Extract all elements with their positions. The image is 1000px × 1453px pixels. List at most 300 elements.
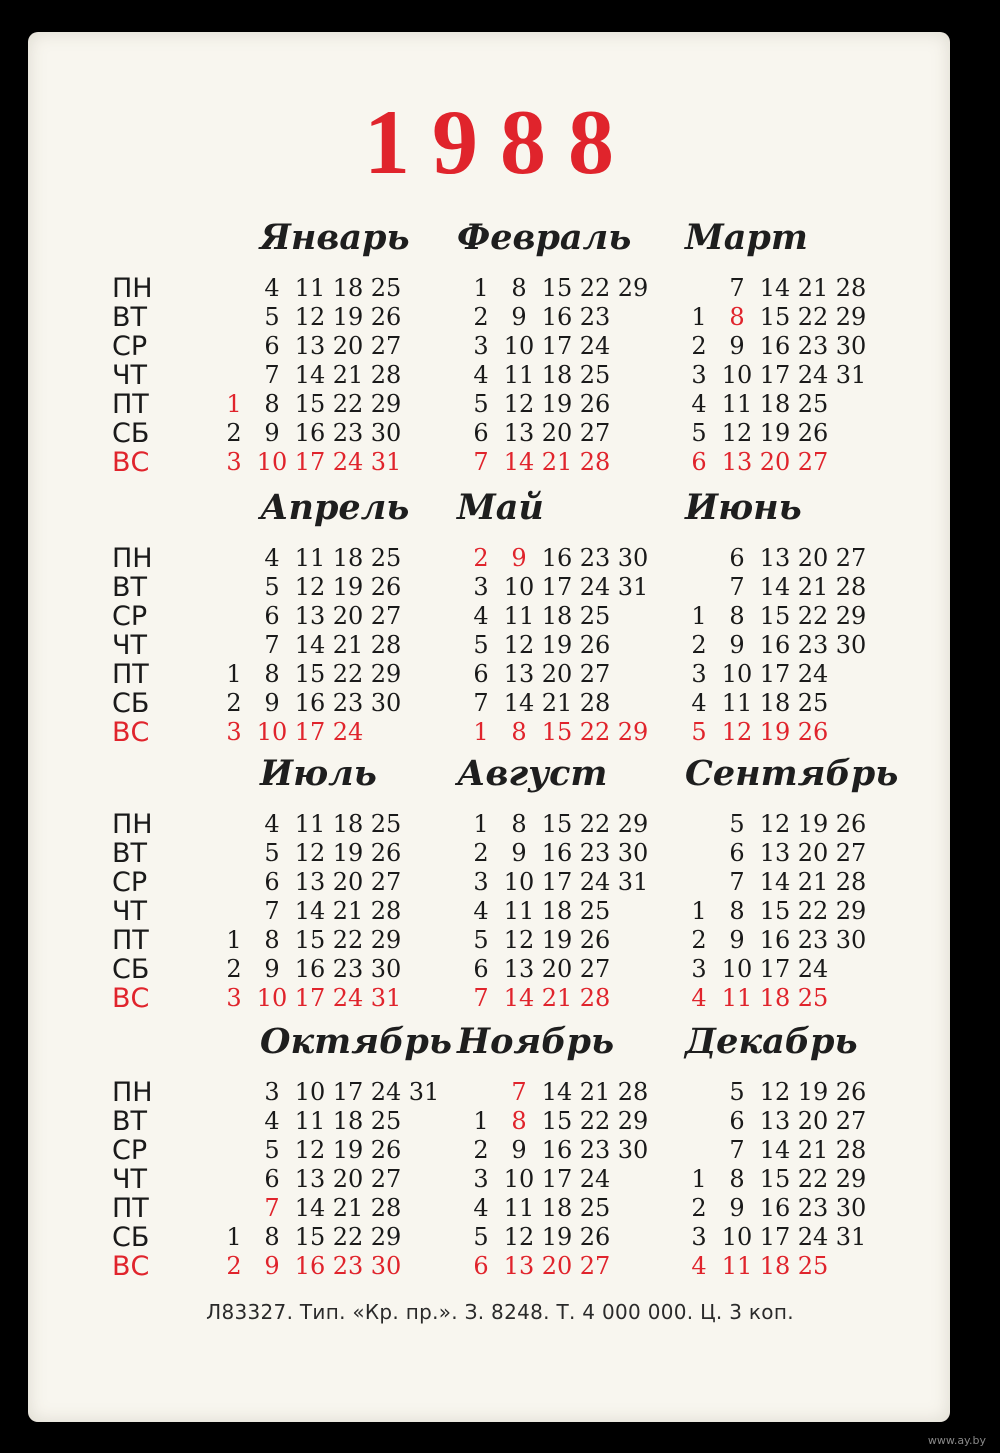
date-cell: 18 xyxy=(759,1252,791,1280)
date-cell: 14 xyxy=(503,448,535,476)
date-cell: 20 xyxy=(332,332,364,360)
date-cell: 29 xyxy=(617,274,649,302)
date-cell: 11 xyxy=(721,1252,753,1280)
date-cell: 1 xyxy=(473,1107,489,1135)
date-cell: 20 xyxy=(332,602,364,630)
day-label: СБ xyxy=(112,954,150,985)
date-cell: 15 xyxy=(294,926,326,954)
date-cell: 24 xyxy=(579,868,611,896)
date-cell: 18 xyxy=(332,544,364,572)
date-cell: 14 xyxy=(759,573,791,601)
date-cell: 19 xyxy=(541,1223,573,1251)
date-cell: 22 xyxy=(579,1107,611,1135)
date-cell: 28 xyxy=(835,1136,867,1164)
week-row xyxy=(215,1136,465,1165)
date-cell: 14 xyxy=(503,689,535,717)
date-cell: 11 xyxy=(721,984,753,1012)
date-cell: 1 xyxy=(473,274,489,302)
date-cell: 4 xyxy=(691,390,707,418)
date-cell: 13 xyxy=(503,1252,535,1280)
date-cell: 4 xyxy=(264,544,280,572)
month-3 xyxy=(215,488,465,747)
date-cell: 26 xyxy=(579,631,611,659)
date-cell: 13 xyxy=(503,660,535,688)
week-row xyxy=(680,1136,930,1165)
date-cell: 18 xyxy=(759,984,791,1012)
day-label: СР xyxy=(112,867,148,898)
date-cell: 10 xyxy=(503,332,535,360)
date-cell: 19 xyxy=(797,810,829,838)
month-name: Май xyxy=(457,487,544,528)
date-cell: 22 xyxy=(797,303,829,331)
date-cell: 1 xyxy=(691,897,707,925)
date-cell: 26 xyxy=(370,303,402,331)
date-cell: 20 xyxy=(541,955,573,983)
date-cell: 2 xyxy=(473,839,489,867)
date-cell: 27 xyxy=(579,955,611,983)
date-cell: 18 xyxy=(332,1107,364,1135)
week-row xyxy=(680,1223,930,1252)
date-cell: 17 xyxy=(759,660,791,688)
date-cell: 16 xyxy=(294,689,326,717)
date-cell: 11 xyxy=(503,361,535,389)
date-cell: 29 xyxy=(617,810,649,838)
month-11 xyxy=(680,1022,930,1281)
date-cell: 13 xyxy=(759,839,791,867)
week-row xyxy=(215,274,465,303)
date-cell: 31 xyxy=(370,984,402,1012)
week-row xyxy=(680,361,930,390)
date-cell: 17 xyxy=(332,1078,364,1106)
date-cell: 11 xyxy=(721,390,753,418)
date-cell: 31 xyxy=(617,573,649,601)
date-cell: 20 xyxy=(797,544,829,572)
date-cell: 23 xyxy=(332,1252,364,1280)
date-cell: 26 xyxy=(835,1078,867,1106)
date-cell: 3 xyxy=(226,984,242,1012)
date-cell: 12 xyxy=(294,839,326,867)
week-row xyxy=(462,361,712,390)
date-cell: 10 xyxy=(721,1223,753,1251)
month-name: Июль xyxy=(260,753,377,794)
date-cell: 25 xyxy=(370,544,402,572)
date-cell: 13 xyxy=(294,868,326,896)
date-cell: 7 xyxy=(473,984,489,1012)
date-cell: 4 xyxy=(691,689,707,717)
week-row xyxy=(215,897,465,926)
week-row xyxy=(462,868,712,897)
date-cell: 15 xyxy=(759,303,791,331)
date-cell: 6 xyxy=(473,660,489,688)
week-row xyxy=(680,810,930,839)
date-cell: 28 xyxy=(370,1194,402,1222)
date-cell: 14 xyxy=(541,1078,573,1106)
date-cell: 22 xyxy=(579,274,611,302)
month-name: Декабрь xyxy=(685,1021,858,1062)
week-row xyxy=(215,332,465,361)
week-row xyxy=(215,1252,465,1281)
week-row xyxy=(215,1078,465,1107)
date-cell: 12 xyxy=(759,810,791,838)
day-label: СР xyxy=(112,1135,148,1166)
day-label: ВТ xyxy=(112,838,148,869)
day-label: СБ xyxy=(112,418,150,449)
date-cell: 21 xyxy=(541,984,573,1012)
date-cell: 28 xyxy=(579,984,611,1012)
date-cell: 3 xyxy=(691,1223,707,1251)
date-cell: 21 xyxy=(332,1194,364,1222)
day-label: ВС xyxy=(112,983,150,1014)
week-row xyxy=(680,689,930,718)
month-1 xyxy=(457,217,712,477)
date-cell: 6 xyxy=(264,602,280,630)
date-cell: 10 xyxy=(294,1078,326,1106)
date-cell: 25 xyxy=(370,810,402,838)
date-cell: 6 xyxy=(473,419,489,447)
date-cell: 8 xyxy=(511,274,527,302)
date-cell: 30 xyxy=(370,955,402,983)
date-cell: 25 xyxy=(370,1107,402,1135)
week-row xyxy=(462,897,712,926)
week-row xyxy=(680,1194,930,1223)
date-cell: 29 xyxy=(835,303,867,331)
week-row xyxy=(215,660,465,689)
date-cell: 13 xyxy=(294,602,326,630)
date-cell: 2 xyxy=(691,1194,707,1222)
week-row xyxy=(215,303,465,332)
date-cell: 15 xyxy=(541,718,573,746)
date-cell: 15 xyxy=(294,1223,326,1251)
date-cell: 20 xyxy=(332,868,364,896)
date-cell: 24 xyxy=(579,332,611,360)
date-cell: 29 xyxy=(617,1107,649,1135)
date-cell: 13 xyxy=(759,1107,791,1135)
week-row xyxy=(215,1194,465,1223)
date-cell: 30 xyxy=(370,1252,402,1280)
date-cell: 25 xyxy=(579,602,611,630)
date-cell: 10 xyxy=(721,361,753,389)
date-cell: 10 xyxy=(721,660,753,688)
date-cell: 8 xyxy=(264,926,280,954)
month-9 xyxy=(215,1022,465,1281)
date-cell: 16 xyxy=(294,955,326,983)
week-row xyxy=(215,573,465,602)
date-cell: 27 xyxy=(579,1252,611,1280)
date-cell: 14 xyxy=(759,868,791,896)
date-cell: 17 xyxy=(294,718,326,746)
date-cell: 9 xyxy=(264,689,280,717)
date-cell: 28 xyxy=(835,868,867,896)
date-cell: 1 xyxy=(226,1223,242,1251)
week-row xyxy=(680,602,930,631)
month-name: Октябрь xyxy=(260,1021,452,1062)
date-cell: 3 xyxy=(691,955,707,983)
date-cell: 22 xyxy=(797,602,829,630)
date-cell: 6 xyxy=(473,1252,489,1280)
date-cell: 15 xyxy=(541,810,573,838)
date-cell: 13 xyxy=(503,955,535,983)
date-cell: 8 xyxy=(729,1165,745,1193)
date-cell: 19 xyxy=(797,1078,829,1106)
date-cell: 30 xyxy=(617,544,649,572)
day-label: СБ xyxy=(112,688,150,719)
date-cell: 4 xyxy=(691,1252,707,1280)
date-cell: 17 xyxy=(759,1223,791,1251)
date-cell: 26 xyxy=(797,718,829,746)
month-6 xyxy=(215,754,465,1013)
date-cell: 18 xyxy=(541,1194,573,1222)
date-cell: 3 xyxy=(691,660,707,688)
date-cell: 9 xyxy=(511,839,527,867)
date-cell: 10 xyxy=(503,573,535,601)
date-cell: 24 xyxy=(332,718,364,746)
date-cell: 6 xyxy=(691,448,707,476)
date-cell: 28 xyxy=(617,1078,649,1106)
date-cell: 6 xyxy=(729,544,745,572)
date-cell: 5 xyxy=(264,1136,280,1164)
day-label: ПН xyxy=(112,809,153,840)
date-cell: 21 xyxy=(797,274,829,302)
date-cell: 23 xyxy=(797,926,829,954)
date-cell: 12 xyxy=(294,573,326,601)
date-cell: 25 xyxy=(579,361,611,389)
date-cell: 25 xyxy=(797,689,829,717)
date-cell: 10 xyxy=(721,955,753,983)
date-cell: 6 xyxy=(473,955,489,983)
date-cell: 15 xyxy=(294,660,326,688)
date-cell: 16 xyxy=(541,544,573,572)
date-cell: 5 xyxy=(691,718,707,746)
date-cell: 13 xyxy=(294,1165,326,1193)
date-cell: 25 xyxy=(797,1252,829,1280)
week-row xyxy=(215,544,465,573)
date-cell: 18 xyxy=(759,689,791,717)
week-row xyxy=(462,1194,712,1223)
date-cell: 24 xyxy=(332,984,364,1012)
month-4 xyxy=(457,487,712,747)
date-cell: 3 xyxy=(226,718,242,746)
month-10 xyxy=(457,1021,712,1281)
date-cell: 25 xyxy=(797,984,829,1012)
date-cell: 2 xyxy=(473,544,489,572)
date-cell: 9 xyxy=(264,1252,280,1280)
date-cell: 30 xyxy=(835,631,867,659)
week-row xyxy=(680,390,930,419)
day-label: ПТ xyxy=(112,925,149,956)
date-cell: 3 xyxy=(473,1165,489,1193)
month-name: Июнь xyxy=(685,487,802,528)
date-cell: 11 xyxy=(294,1107,326,1135)
date-cell: 11 xyxy=(503,1194,535,1222)
month-name: Февраль xyxy=(457,217,632,258)
date-cell: 12 xyxy=(294,303,326,331)
date-cell: 16 xyxy=(759,926,791,954)
date-cell: 10 xyxy=(503,868,535,896)
week-row xyxy=(462,390,712,419)
day-label: ВС xyxy=(112,717,150,748)
date-cell: 19 xyxy=(332,303,364,331)
date-cell: 22 xyxy=(579,718,611,746)
date-cell: 27 xyxy=(797,448,829,476)
date-cell: 12 xyxy=(294,1136,326,1164)
date-cell: 17 xyxy=(759,361,791,389)
date-cell: 17 xyxy=(541,1165,573,1193)
week-row xyxy=(215,419,465,448)
date-cell: 3 xyxy=(473,573,489,601)
day-label: ПН xyxy=(112,273,153,304)
day-label: ВС xyxy=(112,1251,150,1282)
date-cell: 31 xyxy=(617,868,649,896)
date-cell: 17 xyxy=(541,868,573,896)
date-cell: 2 xyxy=(691,926,707,954)
date-cell: 5 xyxy=(473,390,489,418)
date-cell: 5 xyxy=(691,419,707,447)
date-cell: 19 xyxy=(332,573,364,601)
date-cell: 8 xyxy=(729,897,745,925)
date-cell: 9 xyxy=(511,303,527,331)
day-label: ВТ xyxy=(112,1106,148,1137)
week-row xyxy=(215,926,465,955)
date-cell: 19 xyxy=(759,718,791,746)
date-cell: 7 xyxy=(729,868,745,896)
week-row xyxy=(462,660,712,689)
date-cell: 27 xyxy=(370,1165,402,1193)
date-cell: 12 xyxy=(503,1223,535,1251)
date-cell: 5 xyxy=(264,303,280,331)
date-cell: 8 xyxy=(511,1107,527,1135)
date-cell: 28 xyxy=(370,897,402,925)
date-cell: 3 xyxy=(473,332,489,360)
date-cell: 2 xyxy=(691,631,707,659)
day-label: ЧТ xyxy=(112,360,148,391)
date-cell: 1 xyxy=(691,303,707,331)
week-row xyxy=(680,274,930,303)
date-cell: 31 xyxy=(835,361,867,389)
date-cell: 25 xyxy=(370,274,402,302)
date-cell: 14 xyxy=(294,897,326,925)
month-5 xyxy=(680,488,930,747)
date-cell: 27 xyxy=(579,419,611,447)
week-row xyxy=(462,839,712,868)
date-cell: 12 xyxy=(503,926,535,954)
date-cell: 26 xyxy=(370,839,402,867)
week-row xyxy=(680,897,930,926)
date-cell: 26 xyxy=(835,810,867,838)
date-cell: 1 xyxy=(226,926,242,954)
date-cell: 13 xyxy=(759,544,791,572)
week-row xyxy=(462,926,712,955)
date-cell: 7 xyxy=(264,631,280,659)
date-cell: 31 xyxy=(370,448,402,476)
date-cell: 21 xyxy=(541,689,573,717)
date-cell: 24 xyxy=(797,955,829,983)
date-cell: 29 xyxy=(617,718,649,746)
date-cell: 16 xyxy=(759,631,791,659)
date-cell: 17 xyxy=(541,573,573,601)
date-cell: 18 xyxy=(332,810,364,838)
date-cell: 30 xyxy=(617,1136,649,1164)
week-row xyxy=(680,955,930,984)
date-cell: 1 xyxy=(691,602,707,630)
week-row xyxy=(215,390,465,419)
day-label: ЧТ xyxy=(112,896,148,927)
date-cell: 7 xyxy=(264,1194,280,1222)
date-cell: 31 xyxy=(408,1078,440,1106)
week-row xyxy=(462,718,712,747)
week-row xyxy=(462,544,712,573)
date-cell: 22 xyxy=(332,390,364,418)
month-7 xyxy=(457,753,712,1013)
week-row xyxy=(215,361,465,390)
week-row xyxy=(462,303,712,332)
date-cell: 11 xyxy=(294,544,326,572)
date-cell: 13 xyxy=(503,419,535,447)
date-cell: 5 xyxy=(473,1223,489,1251)
date-cell: 21 xyxy=(797,573,829,601)
date-cell: 19 xyxy=(332,1136,364,1164)
week-row xyxy=(462,573,712,602)
week-row xyxy=(680,868,930,897)
date-cell: 10 xyxy=(256,718,288,746)
date-cell: 5 xyxy=(264,573,280,601)
date-cell: 8 xyxy=(729,303,745,331)
date-cell: 6 xyxy=(729,1107,745,1135)
date-cell: 24 xyxy=(797,1223,829,1251)
date-cell: 4 xyxy=(473,1194,489,1222)
date-cell: 4 xyxy=(691,984,707,1012)
watermark: www.ay.by xyxy=(927,1434,986,1447)
day-label: ПТ xyxy=(112,1193,149,1224)
week-row xyxy=(215,1107,465,1136)
date-cell: 15 xyxy=(759,602,791,630)
date-cell: 8 xyxy=(264,660,280,688)
date-cell: 5 xyxy=(729,810,745,838)
date-cell: 22 xyxy=(797,1165,829,1193)
date-cell: 23 xyxy=(579,1136,611,1164)
day-label: ВТ xyxy=(112,572,148,603)
week-row xyxy=(680,660,930,689)
day-label: ПН xyxy=(112,1077,153,1108)
date-cell: 14 xyxy=(503,984,535,1012)
date-cell: 9 xyxy=(511,1136,527,1164)
week-row xyxy=(462,955,712,984)
date-cell: 9 xyxy=(264,955,280,983)
date-cell: 29 xyxy=(370,660,402,688)
date-cell: 12 xyxy=(503,631,535,659)
date-cell: 16 xyxy=(541,839,573,867)
date-cell: 17 xyxy=(294,984,326,1012)
date-cell: 19 xyxy=(332,839,364,867)
date-cell: 29 xyxy=(370,926,402,954)
week-row xyxy=(680,573,930,602)
date-cell: 12 xyxy=(721,419,753,447)
date-cell: 26 xyxy=(579,1223,611,1251)
week-row xyxy=(215,718,465,747)
date-cell: 9 xyxy=(729,631,745,659)
week-row xyxy=(462,1107,712,1136)
date-cell: 22 xyxy=(332,660,364,688)
date-cell: 4 xyxy=(264,274,280,302)
week-row xyxy=(462,810,712,839)
date-cell: 1 xyxy=(473,810,489,838)
date-cell: 5 xyxy=(264,839,280,867)
date-cell: 15 xyxy=(541,1107,573,1135)
week-row xyxy=(462,602,712,631)
date-cell: 24 xyxy=(797,361,829,389)
week-row xyxy=(215,810,465,839)
day-label: СБ xyxy=(112,1222,150,1253)
date-cell: 21 xyxy=(579,1078,611,1106)
